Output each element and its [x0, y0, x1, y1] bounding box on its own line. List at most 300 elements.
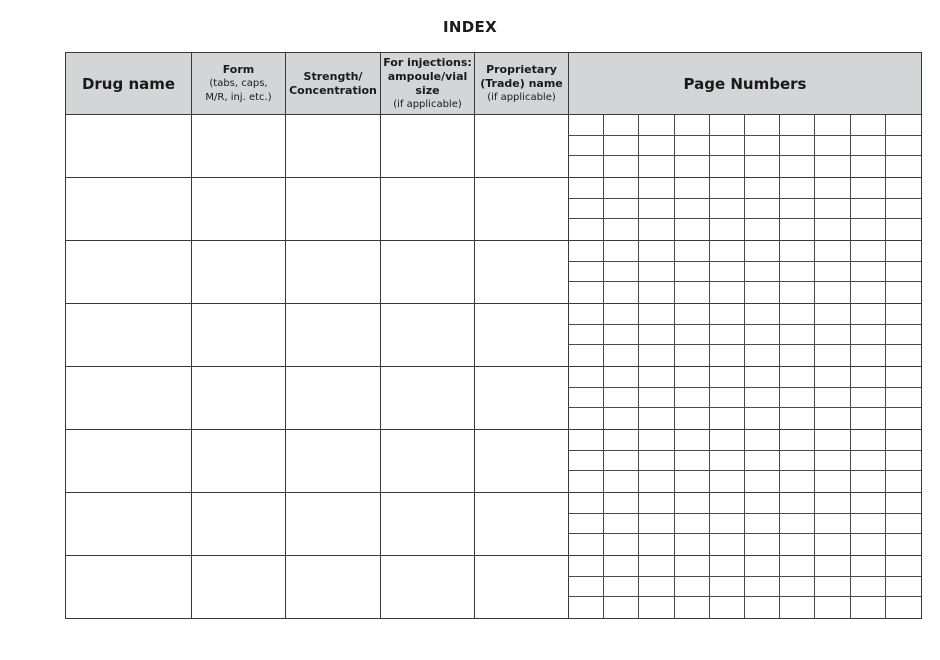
page-number-cell[interactable]	[569, 534, 604, 555]
page-number-cell[interactable]	[569, 156, 604, 177]
page-number-cell[interactable]	[710, 156, 745, 177]
page-number-cell[interactable]	[851, 115, 886, 136]
page-number-cell[interactable]	[851, 136, 886, 157]
cell-injections[interactable]	[381, 430, 475, 492]
page-number-cell[interactable]	[851, 388, 886, 409]
page-number-cell[interactable]	[815, 345, 850, 366]
page-number-cell[interactable]	[569, 282, 604, 303]
cell-proprietary[interactable]	[475, 367, 569, 429]
page-number-cell[interactable]	[745, 199, 780, 220]
cell-proprietary[interactable]	[475, 430, 569, 492]
page-number-cell[interactable]	[851, 345, 886, 366]
page-number-cell[interactable]	[639, 597, 674, 618]
page-number-cell[interactable]	[710, 534, 745, 555]
page-number-cell[interactable]	[851, 262, 886, 283]
page-number-cell[interactable]	[604, 367, 639, 388]
page-number-cell[interactable]	[675, 367, 710, 388]
page-number-cell[interactable]	[569, 136, 604, 157]
header-strength-line-1: Strength/	[303, 69, 363, 83]
page-numbers-grid	[569, 304, 921, 366]
page-number-cell[interactable]	[710, 597, 745, 618]
page-number-cell[interactable]	[851, 556, 886, 577]
table-row	[66, 241, 921, 304]
page-number-cell[interactable]	[886, 514, 921, 535]
page-number-cell[interactable]	[780, 199, 815, 220]
cell-form[interactable]	[192, 178, 286, 240]
page-number-cell[interactable]	[745, 156, 780, 177]
cell-injections[interactable]	[381, 178, 475, 240]
page-number-cell[interactable]	[569, 367, 604, 388]
page-number-cell[interactable]	[675, 597, 710, 618]
page-number-cell[interactable]	[710, 514, 745, 535]
page-number-cell[interactable]	[604, 199, 639, 220]
page-number-cell[interactable]	[815, 115, 850, 136]
page-number-cell[interactable]	[710, 408, 745, 429]
page-number-cell[interactable]	[886, 262, 921, 283]
page-number-cell[interactable]	[710, 178, 745, 199]
cell-form[interactable]	[192, 430, 286, 492]
page-number-cell[interactable]	[675, 156, 710, 177]
page-number-cell[interactable]	[604, 577, 639, 598]
cell-form[interactable]	[192, 241, 286, 303]
page-number-cell[interactable]	[675, 430, 710, 451]
page-number-cell[interactable]	[886, 471, 921, 492]
page-number-cell[interactable]	[675, 262, 710, 283]
page-number-cell[interactable]	[569, 577, 604, 598]
page-number-cell[interactable]	[745, 282, 780, 303]
page-number-cell[interactable]	[886, 282, 921, 303]
page-number-cell[interactable]	[851, 219, 886, 240]
cell-form[interactable]	[192, 556, 286, 619]
page-number-cell[interactable]	[886, 136, 921, 157]
page-number-cell[interactable]	[851, 430, 886, 451]
page-number-cell[interactable]	[710, 325, 745, 346]
page-number-cell[interactable]	[569, 471, 604, 492]
page-number-cell[interactable]	[639, 451, 674, 472]
page-number-cell[interactable]	[604, 471, 639, 492]
page-number-cell[interactable]	[675, 451, 710, 472]
page-number-cell[interactable]	[745, 388, 780, 409]
page-number-cell[interactable]	[851, 304, 886, 325]
page-number-cell[interactable]	[780, 345, 815, 366]
page-number-cell[interactable]	[745, 219, 780, 240]
page-number-cell[interactable]	[745, 367, 780, 388]
page-number-cell[interactable]	[851, 156, 886, 177]
page-number-cell[interactable]	[815, 597, 850, 618]
page-number-cell[interactable]	[815, 556, 850, 577]
page-number-cell[interactable]	[851, 577, 886, 598]
page-number-cell[interactable]	[780, 156, 815, 177]
page-number-cell[interactable]	[815, 282, 850, 303]
page-number-cell[interactable]	[569, 514, 604, 535]
page-number-cell[interactable]	[675, 388, 710, 409]
page-number-cell[interactable]	[710, 199, 745, 220]
page-number-cell[interactable]	[780, 262, 815, 283]
page-number-cell[interactable]	[639, 514, 674, 535]
cell-drug-name[interactable]	[66, 178, 192, 240]
page-number-cell[interactable]	[745, 178, 780, 199]
cell-form[interactable]	[192, 493, 286, 555]
page-number-cell[interactable]	[780, 219, 815, 240]
page-number-cell[interactable]	[745, 471, 780, 492]
page-number-cell[interactable]	[886, 556, 921, 577]
page-number-cell[interactable]	[639, 199, 674, 220]
page-number-cell[interactable]	[675, 136, 710, 157]
cell-injections[interactable]	[381, 493, 475, 555]
page-number-cell[interactable]	[815, 430, 850, 451]
page-number-cell[interactable]	[639, 156, 674, 177]
page-number-cell[interactable]	[745, 304, 780, 325]
page-number-cell[interactable]	[780, 430, 815, 451]
page-number-cell[interactable]	[604, 156, 639, 177]
page-number-cell[interactable]	[604, 534, 639, 555]
page-number-cell[interactable]	[710, 282, 745, 303]
page-number-cell[interactable]	[851, 451, 886, 472]
header-form-sub-2: M/R, inj. etc.)	[205, 91, 272, 103]
page-number-cell[interactable]	[886, 388, 921, 409]
header-injections	[381, 53, 475, 114]
cell-proprietary[interactable]	[475, 304, 569, 366]
page-number-cell[interactable]	[675, 219, 710, 240]
page-number-cell[interactable]	[780, 282, 815, 303]
page-number-cell[interactable]	[745, 534, 780, 555]
page-number-cell[interactable]	[815, 471, 850, 492]
cell-drug-name[interactable]	[66, 241, 192, 303]
page-number-cell[interactable]	[569, 178, 604, 199]
page-number-cell[interactable]	[675, 282, 710, 303]
page-number-cell[interactable]	[569, 597, 604, 618]
page-number-cell[interactable]	[886, 325, 921, 346]
page-number-cell[interactable]	[604, 241, 639, 262]
page-number-cell[interactable]	[569, 388, 604, 409]
page-number-cell[interactable]	[780, 493, 815, 514]
page-number-cell[interactable]	[815, 241, 850, 262]
page-number-cell[interactable]	[780, 451, 815, 472]
cell-proprietary[interactable]	[475, 493, 569, 555]
page-number-cell[interactable]	[569, 430, 604, 451]
page-number-cell[interactable]	[639, 408, 674, 429]
page-number-cell[interactable]	[675, 199, 710, 220]
cell-strength[interactable]	[286, 430, 381, 492]
page-number-cell[interactable]	[639, 115, 674, 136]
page-number-cell[interactable]	[780, 136, 815, 157]
page-number-cell[interactable]	[604, 262, 639, 283]
page-number-cell[interactable]	[639, 577, 674, 598]
page-number-cell[interactable]	[710, 219, 745, 240]
cell-form[interactable]	[192, 115, 286, 177]
page-number-cell[interactable]	[639, 556, 674, 577]
page-number-cell[interactable]	[780, 115, 815, 136]
page-number-cell[interactable]	[675, 577, 710, 598]
page-number-cell[interactable]	[639, 219, 674, 240]
page-number-cell[interactable]	[675, 304, 710, 325]
cell-proprietary[interactable]	[475, 556, 569, 619]
page-number-cell[interactable]	[780, 408, 815, 429]
page-number-cell[interactable]	[710, 556, 745, 577]
page-number-cell[interactable]	[886, 115, 921, 136]
page-number-cell[interactable]	[745, 577, 780, 598]
cell-drug-name[interactable]	[66, 556, 192, 619]
page-number-cell[interactable]	[639, 241, 674, 262]
page-number-cell[interactable]	[886, 493, 921, 514]
page-number-cell[interactable]	[710, 430, 745, 451]
page-number-cell[interactable]	[710, 345, 745, 366]
cell-drug-name[interactable]	[66, 493, 192, 555]
page-number-cell[interactable]	[604, 304, 639, 325]
page-number-cell[interactable]	[745, 136, 780, 157]
header-injections-line-3: size	[415, 83, 440, 97]
cell-strength[interactable]	[286, 493, 381, 555]
cell-injections[interactable]	[381, 241, 475, 303]
page-number-cell[interactable]	[639, 304, 674, 325]
page-number-cell[interactable]	[604, 325, 639, 346]
cell-proprietary[interactable]	[475, 115, 569, 177]
table-row	[66, 556, 921, 619]
page-number-cell[interactable]	[745, 115, 780, 136]
page-number-cell[interactable]	[815, 156, 850, 177]
page-number-cell[interactable]	[851, 471, 886, 492]
page-number-cell[interactable]	[604, 115, 639, 136]
header-proprietary	[475, 53, 569, 114]
page-number-cell[interactable]	[710, 388, 745, 409]
page-number-cell[interactable]	[675, 493, 710, 514]
page-number-cell[interactable]	[815, 493, 850, 514]
page-number-cell[interactable]	[851, 367, 886, 388]
page-number-cell[interactable]	[569, 345, 604, 366]
cell-drug-name[interactable]	[66, 304, 192, 366]
page-number-cell[interactable]	[639, 471, 674, 492]
table-row	[66, 115, 921, 178]
page-number-cell[interactable]	[710, 471, 745, 492]
page-numbers-grid	[569, 178, 921, 240]
page-number-cell[interactable]	[745, 451, 780, 472]
page-number-cell[interactable]	[886, 408, 921, 429]
cell-proprietary[interactable]	[475, 241, 569, 303]
cell-strength[interactable]	[286, 367, 381, 429]
page-number-cell[interactable]	[639, 388, 674, 409]
cell-form[interactable]	[192, 304, 286, 366]
page-number-cell[interactable]	[675, 556, 710, 577]
page-number-cell[interactable]	[886, 304, 921, 325]
page-number-cell[interactable]	[745, 241, 780, 262]
page-number-cell[interactable]	[886, 534, 921, 555]
page-number-cell[interactable]	[886, 451, 921, 472]
page-number-cell[interactable]	[886, 597, 921, 618]
page-number-cell[interactable]	[780, 534, 815, 555]
page-number-cell[interactable]	[745, 325, 780, 346]
cell-strength[interactable]	[286, 304, 381, 366]
page-number-cell[interactable]	[639, 325, 674, 346]
page-numbers-grid	[569, 493, 921, 555]
page-number-cell[interactable]	[710, 367, 745, 388]
page-number-cell[interactable]	[710, 241, 745, 262]
page-numbers-grid	[569, 241, 921, 303]
page-number-cell[interactable]	[815, 388, 850, 409]
page-number-cell[interactable]	[569, 304, 604, 325]
table-row	[66, 367, 921, 430]
page-number-cell[interactable]	[604, 282, 639, 303]
page-number-cell[interactable]	[604, 556, 639, 577]
page-number-cell[interactable]	[886, 156, 921, 177]
page-number-cell[interactable]	[851, 408, 886, 429]
page-number-cell[interactable]	[745, 493, 780, 514]
page-number-cell[interactable]	[886, 367, 921, 388]
page-number-cell[interactable]	[639, 282, 674, 303]
cell-strength[interactable]	[286, 556, 381, 619]
page-number-cell[interactable]	[851, 178, 886, 199]
page-number-cell[interactable]	[815, 262, 850, 283]
page-number-cell[interactable]	[815, 367, 850, 388]
page-number-cell[interactable]	[745, 345, 780, 366]
page-number-cell[interactable]	[639, 345, 674, 366]
page-number-cell[interactable]	[815, 178, 850, 199]
page-number-cell[interactable]	[815, 219, 850, 240]
page-number-cell[interactable]	[780, 556, 815, 577]
page-number-cell[interactable]	[745, 408, 780, 429]
page-number-cell[interactable]	[886, 241, 921, 262]
page-number-cell[interactable]	[569, 199, 604, 220]
page-number-cell[interactable]	[886, 577, 921, 598]
page-number-cell[interactable]	[815, 325, 850, 346]
page-number-cell[interactable]	[710, 304, 745, 325]
cell-injections[interactable]	[381, 115, 475, 177]
page-number-cell[interactable]	[710, 136, 745, 157]
page-number-cell[interactable]	[604, 451, 639, 472]
page-number-cell[interactable]	[569, 115, 604, 136]
page-number-cell[interactable]	[569, 241, 604, 262]
page-number-cell[interactable]	[851, 597, 886, 618]
page-number-cell[interactable]	[569, 408, 604, 429]
page-number-cell[interactable]	[710, 262, 745, 283]
page-number-cell[interactable]	[604, 597, 639, 618]
page-number-cell[interactable]	[886, 219, 921, 240]
cell-drug-name[interactable]	[66, 367, 192, 429]
page-number-cell[interactable]	[604, 514, 639, 535]
page-number-cell[interactable]	[675, 241, 710, 262]
page-number-cell[interactable]	[710, 577, 745, 598]
page-number-cell[interactable]	[780, 367, 815, 388]
page-number-cell[interactable]	[815, 408, 850, 429]
page-number-cell[interactable]	[569, 262, 604, 283]
cell-strength[interactable]	[286, 115, 381, 177]
page-number-cell[interactable]	[604, 345, 639, 366]
page-number-cell[interactable]	[604, 219, 639, 240]
page-number-cell[interactable]	[639, 534, 674, 555]
cell-strength[interactable]	[286, 241, 381, 303]
header-strength	[286, 53, 381, 114]
header-proprietary-line-1: Proprietary	[486, 62, 557, 76]
cell-drug-name[interactable]	[66, 430, 192, 492]
page-number-cell[interactable]	[710, 493, 745, 514]
page-number-cell[interactable]	[851, 241, 886, 262]
page-number-cell[interactable]	[780, 178, 815, 199]
page-number-cell[interactable]	[851, 282, 886, 303]
page-number-cell[interactable]	[815, 304, 850, 325]
page-number-cell[interactable]	[675, 514, 710, 535]
page-number-cell[interactable]	[604, 388, 639, 409]
page-number-cell[interactable]	[780, 241, 815, 262]
page-number-cell[interactable]	[569, 325, 604, 346]
page-number-cell[interactable]	[815, 136, 850, 157]
page-number-cell[interactable]	[780, 471, 815, 492]
page-number-cell[interactable]	[745, 430, 780, 451]
page-number-cell[interactable]	[675, 408, 710, 429]
page-number-cell[interactable]	[639, 178, 674, 199]
page-number-cell[interactable]	[569, 451, 604, 472]
page-number-cell[interactable]	[815, 514, 850, 535]
page-number-cell[interactable]	[815, 577, 850, 598]
page-number-cell[interactable]	[604, 493, 639, 514]
table-header	[66, 53, 921, 115]
page-number-cell[interactable]	[569, 556, 604, 577]
cell-form[interactable]	[192, 367, 286, 429]
cell-injections[interactable]	[381, 304, 475, 366]
table-row	[66, 304, 921, 367]
page-number-cell[interactable]	[780, 577, 815, 598]
page-number-cell[interactable]	[675, 178, 710, 199]
header-drug-name	[66, 53, 192, 114]
page-number-cell[interactable]	[675, 471, 710, 492]
page-number-cell[interactable]	[851, 493, 886, 514]
page-number-cell[interactable]	[604, 430, 639, 451]
page-number-cell[interactable]	[886, 178, 921, 199]
page-number-cell[interactable]	[710, 451, 745, 472]
page-number-cell[interactable]	[815, 199, 850, 220]
page-number-cell[interactable]	[780, 304, 815, 325]
page-number-cell[interactable]	[745, 514, 780, 535]
page-number-cell[interactable]	[675, 345, 710, 366]
page-number-cell[interactable]	[745, 262, 780, 283]
page-number-cell[interactable]	[780, 388, 815, 409]
page-number-cell[interactable]	[886, 199, 921, 220]
cell-injections[interactable]	[381, 556, 475, 619]
page-number-cell[interactable]	[780, 325, 815, 346]
cell-drug-name[interactable]	[66, 115, 192, 177]
page-number-cell[interactable]	[639, 430, 674, 451]
page-number-cell[interactable]	[745, 597, 780, 618]
page-number-cell[interactable]	[780, 597, 815, 618]
page-number-cell[interactable]	[639, 367, 674, 388]
page-number-cell[interactable]	[569, 219, 604, 240]
page-number-cell[interactable]	[851, 514, 886, 535]
page-number-cell[interactable]	[569, 493, 604, 514]
page-number-cell[interactable]	[851, 534, 886, 555]
cell-proprietary[interactable]	[475, 178, 569, 240]
page-number-cell[interactable]	[886, 345, 921, 366]
page-number-cell[interactable]	[604, 136, 639, 157]
page-number-cell[interactable]	[675, 534, 710, 555]
page-number-cell[interactable]	[710, 115, 745, 136]
page-number-cell[interactable]	[639, 136, 674, 157]
page-number-cell[interactable]	[851, 325, 886, 346]
cell-strength[interactable]	[286, 178, 381, 240]
page-number-cell[interactable]	[604, 408, 639, 429]
page-number-cell[interactable]	[604, 178, 639, 199]
page-number-cell[interactable]	[815, 534, 850, 555]
page-number-cell[interactable]	[815, 451, 850, 472]
page-number-cell[interactable]	[675, 325, 710, 346]
page-number-cell[interactable]	[675, 115, 710, 136]
page-number-cell[interactable]	[851, 199, 886, 220]
page-number-cell[interactable]	[639, 493, 674, 514]
cell-injections[interactable]	[381, 367, 475, 429]
page-number-cell[interactable]	[780, 514, 815, 535]
page-number-cell[interactable]	[639, 262, 674, 283]
page-number-cell[interactable]	[745, 556, 780, 577]
page-number-cell[interactable]	[886, 430, 921, 451]
header-proprietary-sub: (if applicable)	[487, 91, 556, 103]
table-row	[66, 493, 921, 556]
